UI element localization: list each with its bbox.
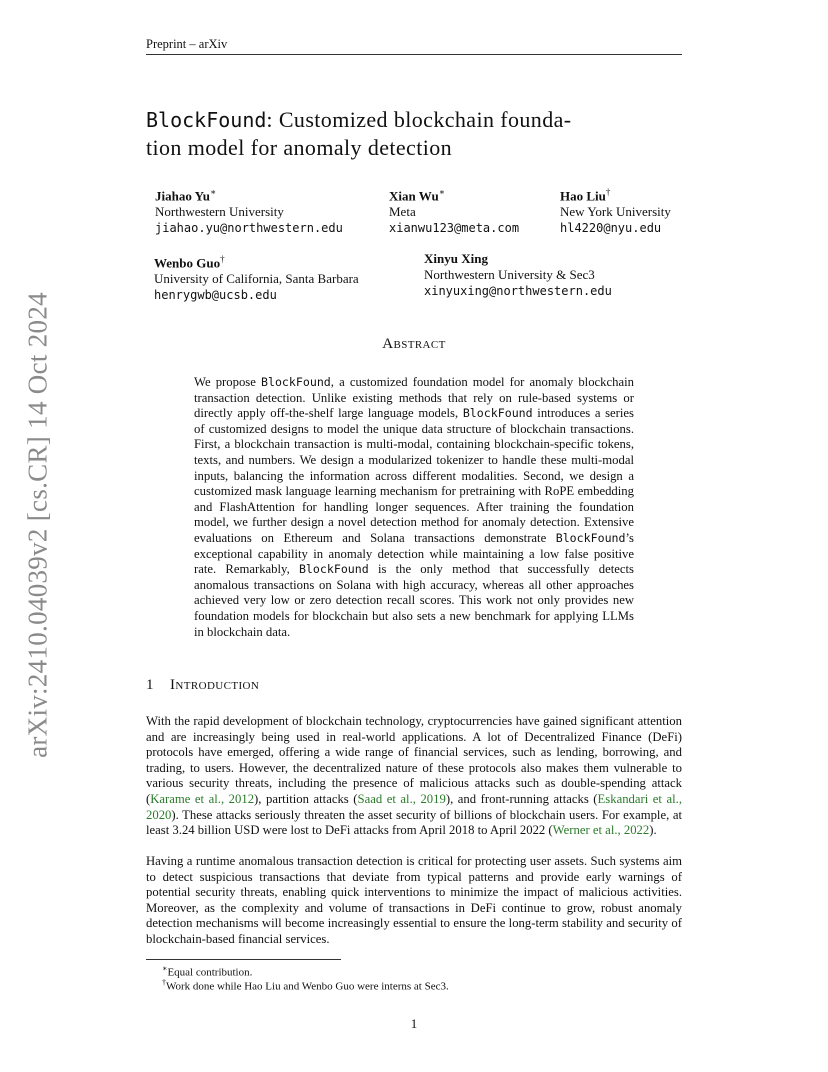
paper-title	[146, 106, 571, 162]
author-name: Jiahao Yu∗	[155, 187, 217, 204]
author-email: hl4220@nyu.edu	[560, 221, 662, 236]
abstract-body: We propose BlockFound, a customized foundation model for anomaly blockchain transaction detection. Unlike existing methods that rely on rule-based systems or directly apply off-the-shelf large language models, BlockFound introduces a series of customized designs to model the unique data structure of blockchain transactions. First, a blockchain transaction is multi-modal, containing blockchain-specific tokens, texts, and numbers. We design a modularized tokenizer to handle these multi-modal inputs, balancing the information across different modalities. Second, we design a customized mask language learning mechanism for pretraining with RoPE embedding and FlashAttention for handling longer sequences. After training the foundation model, we further design a novel detection method for anomaly detection. Extensive evaluations on Ethereum and Solana transactions demonstrate BlockFound’s exceptional capability in anomaly detection while maintaining a low false positive rate. Remarkably, BlockFound is the only method that successfully detects anomalous transactions on Solana with high accuracy, whereas all other approaches achieved very low or zero detection recall scores. This work not only provides new foundation models for blockchain but also sets a new benchmark for applying LLMs in blockchain data.	[194, 375, 634, 639]
arxiv-identifier-sidebar: arXiv:2410.04039v2 [cs.CR] 14 Oct 2024	[22, 292, 53, 758]
author-affiliation: University of California, Santa Barbara	[154, 271, 359, 287]
author-block	[155, 184, 343, 236]
author-name: Hao Liu†	[560, 187, 611, 204]
author-block	[424, 251, 612, 299]
intro-paragraph: With the rapid development of blockchain technology, cryptocurrencies have gained significant attention and are increasingly being used in real-world applications. A lot of Decentralized Finance (DeFi) protocols have emerged, offering a wide range of financial services, such as lending, borrowing, and trading, to users. However, the decentralized nature of these protocols also makes them vulnerable to various security threats, including the presence of malicious attacks such as double-spending attack (Karame et al., 2012), partition attacks (Saad et al., 2019), and front-running attacks (Eskandari et al., 2020). These attacks seriously threaten the asset security of billions of blockchain users. For example, at least 3.24 billion USD were lost to DeFi attacks from April 2018 to April 2022 (Werner et al., 2022).	[146, 714, 683, 838]
author-name: Xinyu Xing	[424, 251, 488, 266]
abstract-heading: Abstract	[382, 336, 446, 352]
section-heading	[146, 677, 259, 694]
title-line-2: tion model for anomaly detection	[146, 135, 453, 160]
citation-link[interactable]: Karame et al., 2012	[150, 791, 255, 806]
running-head: Preprint – arXiv	[146, 37, 228, 51]
footnote-rule	[146, 959, 341, 960]
page-number: 1	[410, 1016, 418, 1031]
author-name: Xian Wu∗	[389, 187, 445, 204]
author-email: jiahao.yu@northwestern.edu	[155, 221, 343, 236]
author-affiliation: Northwestern University & Sec3	[424, 267, 595, 282]
footnote: ∗Equal contribution.	[162, 964, 253, 979]
author-affiliation: New York University	[560, 204, 671, 220]
author-affiliation: Northwestern University	[155, 204, 284, 220]
author-name: Wenbo Guo†	[154, 254, 225, 271]
model-name: BlockFound	[260, 375, 331, 389]
author-block	[154, 251, 359, 303]
footnote: †Work done while Hao Liu and Wenbo Guo were interns at Sec3.	[162, 978, 449, 993]
title-model-name: BlockFound	[146, 108, 267, 132]
model-name: BlockFound	[462, 406, 533, 421]
title-line-1	[146, 106, 571, 134]
model-name: BlockFound	[298, 562, 369, 577]
citation-link[interactable]: Saad et al., 2019	[357, 791, 446, 806]
intro-paragraph: Having a runtime anomalous transaction detection is critical for protecting user assets. Such systems aim to detect suspicious transactions that deviate from typical patterns and provide early warnings of potential security threats, enabling quick interventions to minimize the impact of malicious activities. Moreover, as the complexity and volume of transactions in DeFi continue to grow, robust anomaly detection mechanisms will become increasingly essential to ensure the long-term stability and security of blockchain-based financial services.	[146, 854, 682, 946]
citation-link[interactable]: Werner et al., 2022	[552, 823, 650, 838]
title-rest: Customized blockchain founda-	[278, 107, 572, 132]
section-title: Introduction	[170, 677, 260, 693]
author-block	[560, 184, 671, 236]
model-name: BlockFound	[555, 530, 626, 545]
header-rule	[146, 54, 682, 55]
author-affiliation: Meta	[389, 204, 416, 220]
author-email: xianwu123@meta.com	[389, 221, 520, 236]
author-email: henrygwb@ucsb.edu	[154, 288, 277, 303]
section-number: 1	[146, 677, 154, 693]
citation-link[interactable]: Eskandari et al., 2020	[146, 791, 683, 822]
title-colon: :	[266, 107, 279, 132]
author-email: xinyuxing@northwestern.edu	[424, 284, 612, 298]
author-block	[389, 184, 519, 236]
